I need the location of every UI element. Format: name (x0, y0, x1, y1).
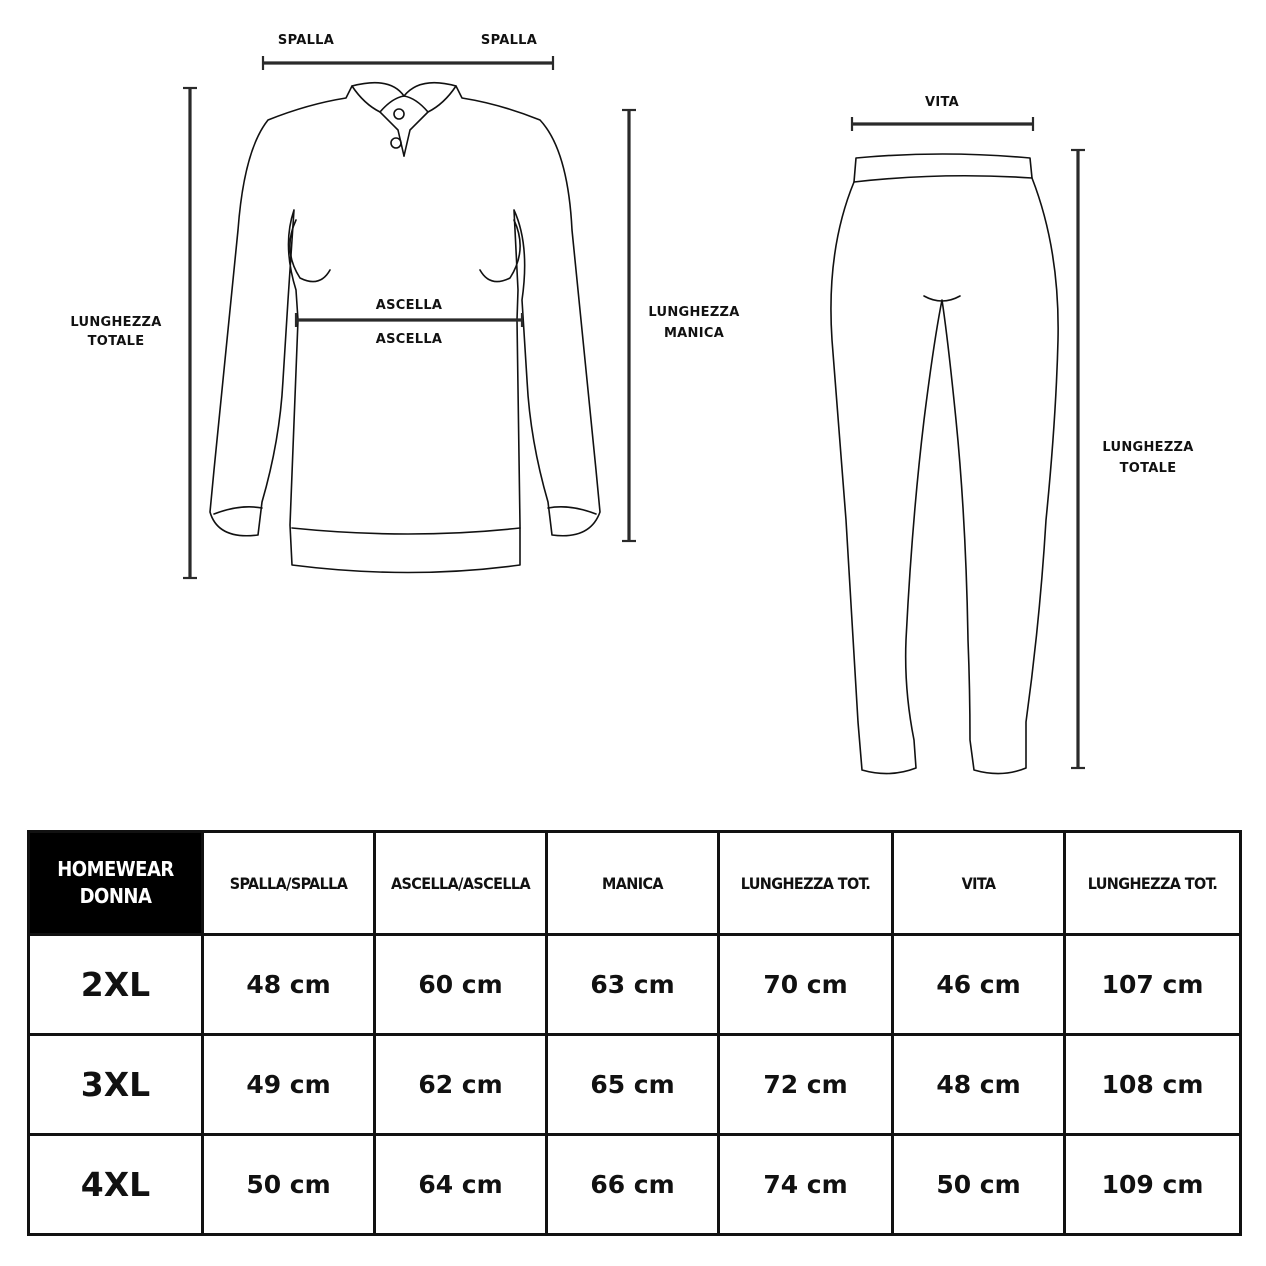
button-top-icon (394, 109, 404, 119)
value-cell: 62 cm (375, 1035, 547, 1135)
size-cell: 3XL (29, 1035, 203, 1135)
label-spalla-right: SPALLA (480, 33, 538, 48)
value-cell: 66 cm (547, 1135, 719, 1235)
pants-garment-drawing (831, 95, 1194, 774)
header-ascella: ASCELLA/ASCELLA (375, 832, 547, 935)
header-spalla: SPALLA/SPALLA (203, 832, 375, 935)
table-header-row (29, 832, 1241, 935)
header-vita: VITA (893, 832, 1065, 935)
size-cell: 4XL (29, 1135, 203, 1235)
label-lunghezza-totale-line2: TOTALE (87, 334, 145, 349)
table-row (29, 1035, 1241, 1135)
label-lunghezza-totale-line1: LUNGHEZZA (70, 315, 162, 330)
value-cell: 48 cm (893, 1035, 1065, 1135)
value-cell: 64 cm (375, 1135, 547, 1235)
label-lunghezza-manica-line1: LUNGHEZZA (648, 305, 740, 320)
value-cell: 60 cm (375, 935, 547, 1035)
value-cell: 72 cm (719, 1035, 893, 1135)
label-lunghezza-totale-pants-line2: TOTALE (1119, 461, 1177, 476)
label-lunghezza-totale-pants-line1: LUNGHEZZA (1102, 440, 1194, 455)
header-lunghezza-pants: LUNGHEZZA TOT. (1065, 832, 1241, 935)
header-lunghezza-top: LUNGHEZZA TOT. (719, 832, 893, 935)
value-cell: 74 cm (719, 1135, 893, 1235)
value-cell: 50 cm (203, 1135, 375, 1235)
table-row (29, 1135, 1241, 1235)
value-cell: 65 cm (547, 1035, 719, 1135)
corner-line-1: HOMEWEAR (57, 857, 174, 881)
size-chart-table (27, 830, 1242, 1236)
label-ascella-bottom: ASCELLA (375, 332, 443, 347)
corner-line-2: DONNA (79, 884, 152, 908)
value-cell: 50 cm (893, 1135, 1065, 1235)
value-cell: 49 cm (203, 1035, 375, 1135)
top-garment-drawing (70, 33, 739, 578)
size-cell: 2XL (29, 935, 203, 1035)
value-cell: 63 cm (547, 935, 719, 1035)
header-manica: MANICA (547, 832, 719, 935)
value-cell: 107 cm (1065, 935, 1241, 1035)
label-spalla-left: SPALLA (277, 33, 335, 48)
value-cell: 48 cm (203, 935, 375, 1035)
table-row (29, 935, 1241, 1035)
label-lunghezza-manica-line2: MANICA (663, 326, 725, 341)
value-cell: 109 cm (1065, 1135, 1241, 1235)
label-ascella-top: ASCELLA (375, 298, 443, 313)
value-cell: 108 cm (1065, 1035, 1241, 1135)
value-cell: 70 cm (719, 935, 893, 1035)
label-vita: VITA (924, 95, 960, 110)
table-corner-label (29, 832, 203, 935)
button-bottom-icon (391, 138, 401, 148)
value-cell: 46 cm (893, 935, 1065, 1035)
